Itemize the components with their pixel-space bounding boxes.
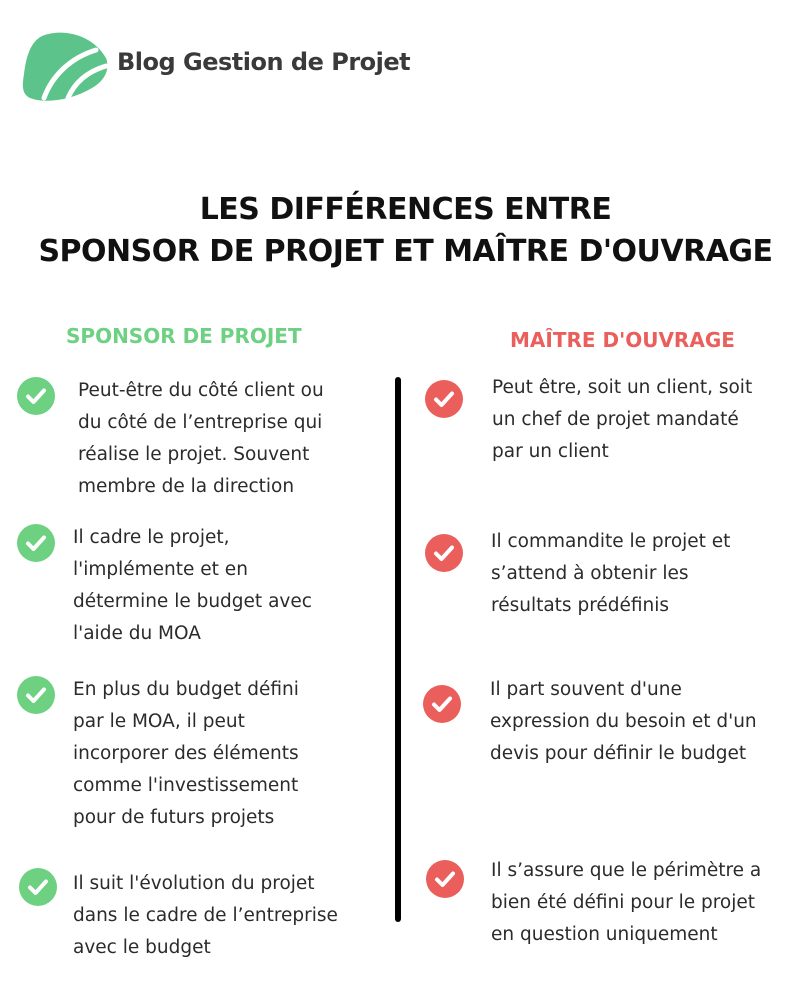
green-check-icon [17, 676, 55, 714]
moa-item-2: Il commandite le projet et s’attend à obtenir les résultats prédéfinis [491, 531, 731, 616]
moa-heading: MAÎTRE D'OUVRAGE [510, 328, 735, 352]
moa-item-4: Il s’assure que le périmètre a bien été défini pour le projet en question uniquement [491, 860, 762, 945]
sponsor-item-2: Il cadre le projet, l'implémente et en détermine le budget avec l'aide du MOA [73, 527, 312, 644]
column-divider [395, 377, 401, 922]
red-check-icon [426, 860, 464, 898]
sponsor-item-1: Peut-être du côté client ou du côté de l’entreprise qui réalise le projet. Souvent membre de la direction [78, 380, 324, 497]
logo-icon [22, 28, 110, 106]
green-check-icon [17, 524, 55, 562]
sponsor-item-4: Il suit l'évolution du projet dans le cadre de l’entreprise avec le budget [73, 873, 338, 958]
green-check-icon [19, 868, 57, 906]
green-check-icon [17, 377, 55, 415]
moa-item-3: Il part souvent d'une expression du besoin et d'un devis pour définir le budget [490, 679, 757, 764]
red-check-icon [423, 685, 461, 723]
sponsor-item-3: En plus du budget défini par le MOA, il peut incorporer des éléments comme l'investissement pour de futurs projets [73, 679, 299, 828]
brand-name: Blog Gestion de Projet [117, 48, 411, 76]
page-title-line-2: SPONSOR DE PROJET ET MAÎTRE D'OUVRAGE [38, 234, 773, 269]
red-check-icon [425, 380, 463, 418]
red-check-icon [425, 534, 463, 572]
moa-item-1: Peut être, soit un client, soit un chef de projet mandaté par un client [492, 377, 753, 462]
sponsor-heading: SPONSOR DE PROJET [66, 324, 302, 348]
page-title-line-1: LES DIFFÉRENCES ENTRE [199, 192, 612, 227]
